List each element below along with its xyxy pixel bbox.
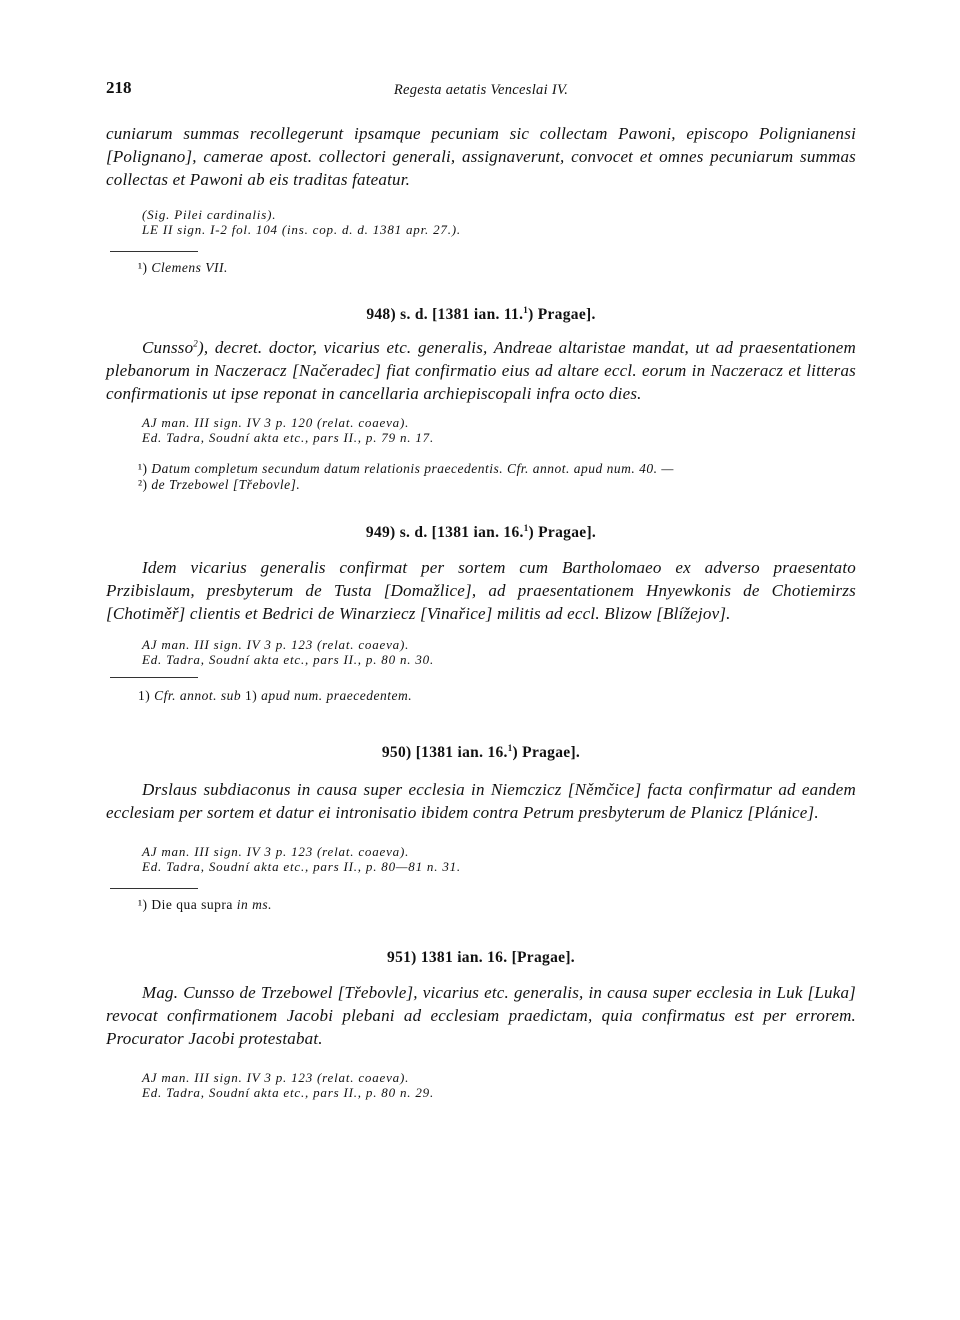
entry-number: 951) [387, 949, 417, 966]
footnote-ref: 2 [193, 338, 198, 349]
footnote [138, 260, 856, 276]
entry-lead: Cunsso [142, 338, 194, 357]
entry-sources-948 [142, 415, 856, 445]
source-line: (Sig. Pilei cardinalis). [142, 207, 277, 222]
footnote-mark: ¹) [138, 897, 148, 912]
footnotes-950 [138, 897, 856, 913]
entry-heading-950 [106, 744, 856, 762]
running-title: Regesta aetatis Venceslai IV. [393, 82, 569, 98]
entry-text-948 [106, 336, 856, 405]
entry-date: [1381 ian. 16. [415, 744, 508, 761]
source-line: LE II sign. I-2 fol. 104 (ins. cop. d. d. 1381 apr. 27.). [142, 222, 461, 237]
entry-text-951: Mag. Cunsso de Trzebowel [Třebovle], vicarius etc. generalis, in causa super ecclesia in Luk [Luka] revocat confirmationem Jacobi plebani ad ecclesiam praedictam, quia confirmatus est per errorem. Procurator Jacobi protestabat. [106, 983, 856, 1048]
entry-place: ) Pragae]. [528, 524, 597, 541]
entry-place: ) Pragae]. [512, 744, 581, 761]
entry-sources-951 [142, 1070, 856, 1100]
entry-date: 1381 ian. 16. [Pragae]. [420, 949, 575, 966]
footnote-mark: ²) [138, 477, 148, 492]
entry-text-950: Drslaus subdiaconus in causa super ecclesia in Niemczicz [Němčice] facta confirmatur ad eandem ecclesiam per sortem et datur ei intronisatio ibidem contra Petrum presbyterum de Planicz [Plánice]. [106, 780, 856, 822]
source-line: AJ man. III sign. IV 3 p. 123 (relat. coaeva). [142, 844, 410, 859]
footnote-text: apud num. praecedentem. [261, 688, 413, 703]
footnote-rule [110, 888, 198, 889]
footnote-ref: 1 [523, 522, 529, 533]
source-line: Ed. Tadra, Soudní akta etc., pars II., p. 79 n. 17. [142, 430, 435, 445]
entry-sources-950 [142, 844, 856, 874]
entry-heading-948 [106, 306, 856, 324]
source-line: Ed. Tadra, Soudní akta etc., pars II., p. 80 n. 30. [142, 652, 435, 667]
entry-body: ), decret. doctor, vicarius etc. generalis, Andreae altaristae mandat, ut ad praesentationem plebanorum in Naczeracz [Načeradec] fiat confirmatio eius ad altare eccl. eorum in Naczeracz et litteras confirmationis ut ipse reponat in cancellaria archiepiscopali infra octo dies. [106, 338, 856, 403]
footnotes-948 [138, 461, 856, 493]
source-line: AJ man. III sign. IV 3 p. 123 (relat. coaeva). [142, 637, 410, 652]
footnote-text: in ms. [236, 897, 273, 912]
footnote-mark: 1) [138, 688, 151, 703]
footnote-text: 1) [241, 688, 262, 703]
entry-number: 948) [366, 306, 396, 323]
footnote-ref: 1 [507, 742, 513, 753]
entry-number: 950) [381, 744, 412, 761]
page-number: 218 [106, 78, 132, 97]
source-line: Ed. Tadra, Soudní akta etc., pars II., p. 80—81 n. 31. [142, 859, 461, 874]
source-line: AJ man. III sign. IV 3 p. 123 (relat. coaeva). [142, 1070, 410, 1085]
source-line: Ed. Tadra, Soudní akta etc., pars II., p. 80 n. 29. [142, 1085, 435, 1100]
source-line: AJ man. III sign. IV 3 p. 120 (relat. coaeva). [142, 415, 410, 430]
footnotes [138, 260, 856, 276]
page [106, 78, 856, 1100]
footnote [138, 461, 856, 477]
entry-heading-951 [106, 949, 856, 967]
footnote-text: de Trzebowel [Třebovle]. [151, 477, 301, 492]
footnote-ref: 1 [523, 304, 529, 315]
footnote-rule [110, 677, 198, 678]
footnotes-949 [138, 688, 856, 704]
entry-heading-949 [106, 524, 856, 542]
entry-number: 949) [365, 524, 396, 541]
footnote [138, 477, 856, 493]
footnote-text: Cfr. annot. sub [154, 688, 242, 703]
entry-sources-949 [142, 637, 856, 667]
footnote-mark: ¹) [138, 260, 148, 275]
footnote-text: Datum completum secundum datum relationis praecedentis. Cfr. annot. apud num. 40. — [151, 461, 674, 476]
footnote [138, 897, 856, 913]
entry-date: s. d. [1381 ian. 16. [399, 524, 524, 541]
entry-place: ) Pragae]. [528, 306, 596, 323]
page-header [106, 78, 856, 102]
footnote-mark: ¹) [138, 461, 148, 476]
entry-text-949: Idem vicarius generalis confirmat per sortem cum Bartholomaeo ex adverso praesentato Przibislaum, presbyterum de Tusta [Domažlice], ad praesentationem Hnyewkonis de Chotiemirzs [Chotiměř] clientis et Bedrici de Winarziecz [Vinařice] militis ad eccl. Blizow [Blížejov]. [106, 558, 856, 623]
continuation-text: cuniarum summas recollegerunt ipsamque pecuniam sic collectam Pawoni, episcopo Polignianensi [Polignano], camerae apost. collectori generali, assignaverunt, convocet et omnes pecuniarum summas collectas et Pawoni ab eis traditas fateatur. [106, 124, 856, 189]
footnote [138, 688, 856, 704]
footnote-text: Clemens VII. [151, 260, 228, 275]
entry-date: s. d. [1381 ian. 11. [400, 306, 524, 323]
footnote-text: Die qua supra [151, 897, 233, 912]
continuation-sources [142, 207, 856, 237]
footnote-rule [110, 251, 198, 252]
